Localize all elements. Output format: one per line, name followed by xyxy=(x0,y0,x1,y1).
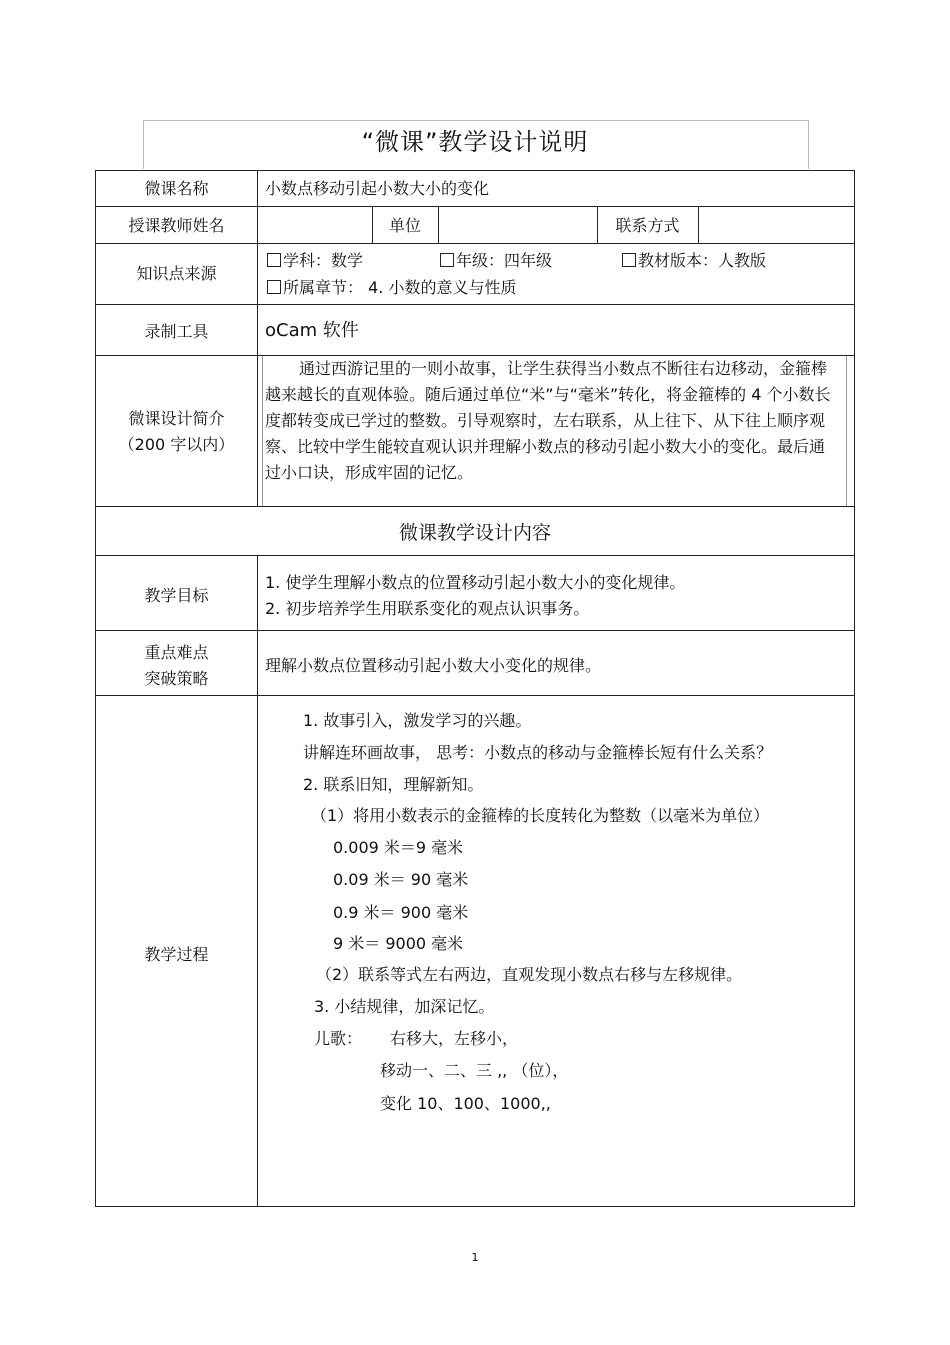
unit-label: 单位 xyxy=(388,216,421,235)
process-line: 9 米＝ 9000 毫米 xyxy=(333,934,464,953)
grade-option xyxy=(440,248,552,271)
process-line: 3. 小结规律，加深记忆。 xyxy=(314,997,495,1016)
goal-item: 1. 使学生理解小数点的位置移动引起小数大小的变化规律。 xyxy=(265,573,686,592)
process-line: （1）将用小数表示的金箍棒的长度转化为整数（以毫米为单位） xyxy=(311,806,770,825)
process-line: 儿歌： xyxy=(314,1029,363,1048)
textbook-text: 教材版本：人教版 xyxy=(638,251,767,270)
process-label: 教学过程 xyxy=(144,945,209,964)
page-title: “微课”教学设计说明 xyxy=(361,128,589,156)
key-points-value: 理解小数点位置移动引起小数大小变化的规律。 xyxy=(265,656,602,675)
course-name-value: 小数点移动引起小数大小的变化 xyxy=(265,179,490,198)
process-line: 右移大，左移小， xyxy=(390,1029,519,1048)
tool-label: 录制工具 xyxy=(144,322,209,341)
tool-value: oCam 软件 xyxy=(265,320,359,341)
checkbox-icon xyxy=(622,253,636,267)
contact-label: 联系方式 xyxy=(615,216,680,235)
checkbox-icon xyxy=(440,253,454,267)
chapter-option xyxy=(267,275,516,298)
textbook-option xyxy=(622,248,766,271)
intro-paragraph: 通过西游记里的一则小故事，让学生获得当小数点不断往右边移动，金箍棒越来越长的直观体验。随后通过单位“米”与“毫米”转化，将金箍棒的 4 个小数长度都转变成已学过的整数。引导观察时，左右联系，从上往下、从下往上顺序观察、比较中学生能较直观认识并理解小数点的移动引起小数大小的变化。最后通过小口诀，形成牢固的记忆。 xyxy=(265,359,831,482)
checkbox-icon xyxy=(267,253,281,267)
subject-option xyxy=(267,248,363,271)
goal-item: 2. 初步培养学生用联系变化的观点认识事务。 xyxy=(265,599,590,618)
intro-text xyxy=(265,356,835,486)
checkbox-icon xyxy=(267,280,281,294)
process-line: 1. 故事引入，激发学习的兴趣。 xyxy=(303,711,532,730)
key-points-label: 重点难点 xyxy=(144,643,209,662)
section-title: 微课教学设计内容 xyxy=(398,522,551,544)
process-line: 0.9 米＝ 900 毫米 xyxy=(333,903,469,922)
process-line: 讲解连环画故事， 思考：小数点的移动与金箍棒长短有什么关系？ xyxy=(303,743,773,762)
course-name-label: 微课名称 xyxy=(144,179,209,198)
process-line: 2. 联系旧知，理解新知。 xyxy=(303,775,484,794)
process-line: 0.009 米＝9 毫米 xyxy=(333,838,464,857)
process-line: 变化 10、100、1000,, xyxy=(380,1094,551,1113)
page-number: 1 xyxy=(471,1251,479,1264)
goals-label: 教学目标 xyxy=(144,586,209,605)
key-points-label-2: 突破策略 xyxy=(144,669,209,688)
subject-text: 学科：数学 xyxy=(283,251,364,270)
source-label: 知识点来源 xyxy=(136,264,217,283)
chapter-text: 所属章节： 4. 小数的意义与性质 xyxy=(283,278,517,297)
process-line: 0.09 米＝ 90 毫米 xyxy=(333,870,469,889)
process-line: （2）联系等式左右两边，直观发现小数点右移与左移规律。 xyxy=(316,965,743,984)
intro-label-limit: （200 字以内） xyxy=(118,435,235,454)
intro-label: 微课设计简介 xyxy=(128,409,225,428)
grade-text: 年级：四年级 xyxy=(456,251,553,270)
process-line: 移动一、二、三 ,, （位）， xyxy=(380,1061,569,1080)
teacher-label: 授课教师姓名 xyxy=(128,216,225,235)
